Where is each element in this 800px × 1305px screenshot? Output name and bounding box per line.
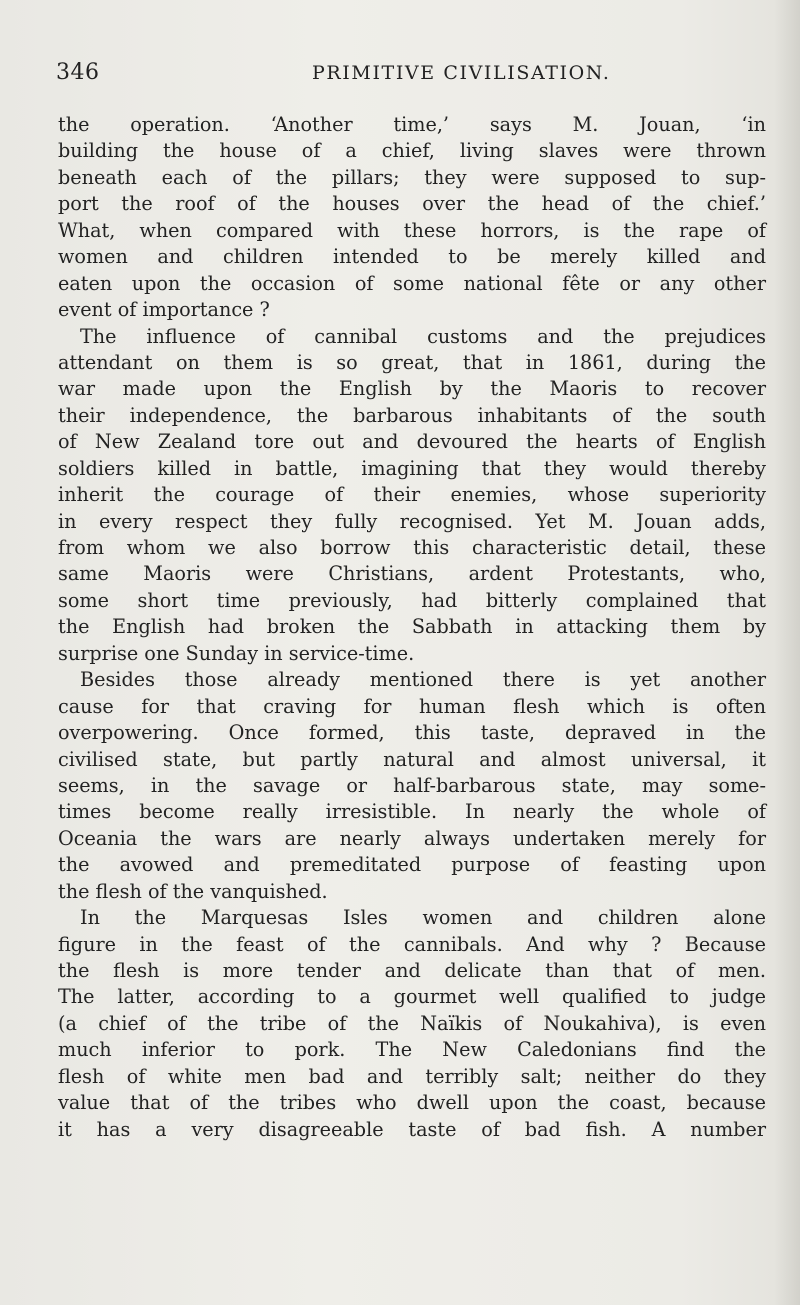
text-line: much inferior to pork. The New Caledonians find the: [58, 1038, 766, 1062]
text-line: from whom we also borrow this characteristic detail, these: [58, 536, 766, 559]
paragraph-start-line: Besides those already mentioned there is yet another: [80, 668, 766, 692]
text-line: in every respect they fully recognised. Yet M. Jouan adds,: [58, 509, 766, 533]
text-line: overpowering. Once formed, this taste, depraved in the: [58, 721, 766, 745]
text-line: building the house of a chief, living slaves were thrown: [58, 139, 766, 163]
text-line: of New Zealand tore out and devoured the hearts of English: [58, 430, 766, 454]
text-line: soldiers killed in battle, imagining that they would thereby: [58, 456, 766, 480]
text-line: their independence, the barbarous inhabitants of the south: [58, 403, 766, 427]
text-line: Oceania the wars are nearly always undertaken merely for: [58, 826, 766, 850]
paragraph-start-line: The influence of cannibal customs and the prejudices: [80, 324, 766, 348]
text-line: beneath each of the pillars; they were supposed to sup-: [58, 165, 766, 189]
running-head: [56, 60, 616, 94]
text-line: figure in the feast of the cannibals. And why ? Because: [58, 932, 766, 956]
page-edge-shadow: [774, 0, 800, 1305]
text-line: surprise one Sunday in service-time.: [58, 641, 415, 665]
body-text: [58, 112, 766, 1143]
text-line: eaten upon the occasion of some national fête or any other: [58, 271, 766, 295]
text-line: the operation. ‘Another time,’ says M. Jouan, ‘in: [58, 113, 766, 136]
text-line: inherit the courage of their enemies, whose superiority: [58, 483, 766, 507]
page-number: 346: [56, 60, 100, 85]
text-line: some short time previously, had bitterly complained that: [58, 588, 766, 612]
text-line: cause for that craving for human flesh which is often: [58, 694, 766, 718]
text-line: (a chief of the tribe of the Naïkis of Noukahiva), is even: [58, 1011, 766, 1035]
text-line: the flesh is more tender and delicate than that of men.: [58, 959, 766, 982]
text-line: it has a very disagreeable taste of bad fish. A number: [58, 1117, 766, 1141]
text-line: value that of the tribes who dwell upon the coast, because: [58, 1091, 766, 1115]
text-line: What, when compared with these horrors, is the rape of: [58, 218, 766, 242]
running-title: PRIMITIVE CIVILISATION.: [312, 62, 611, 84]
text-line: seems, in the savage or half-barbarous state, may some-: [58, 773, 766, 797]
text-line: flesh of white men bad and terribly salt; neither do they: [58, 1064, 766, 1088]
text-line: civilised state, but partly natural and almost universal, it: [58, 747, 766, 771]
text-line: same Maoris were Christians, ardent Protestants, who,: [58, 562, 766, 586]
text-line: attendant on them is so great, that in 1861, during the: [58, 350, 766, 374]
text-line: the flesh of the vanquished.: [58, 879, 328, 903]
text-line: The latter, according to a gourmet well qualified to judge: [58, 985, 766, 1009]
text-line: the English had broken the Sabbath in attacking them by: [58, 615, 766, 639]
text-line: the avowed and premeditated purpose of feasting upon: [58, 853, 766, 877]
paragraph-start-line: In the Marquesas Isles women and children alone: [80, 906, 766, 930]
text-line: port the roof of the houses over the head of the chief.’: [58, 192, 766, 216]
text-line: times become really irresistible. In nearly the whole of: [58, 800, 766, 824]
text-line: war made upon the English by the Maoris to recover: [58, 377, 766, 401]
text-line: event of importance ?: [58, 298, 270, 322]
text-line: women and children intended to be merely killed and: [58, 245, 766, 269]
